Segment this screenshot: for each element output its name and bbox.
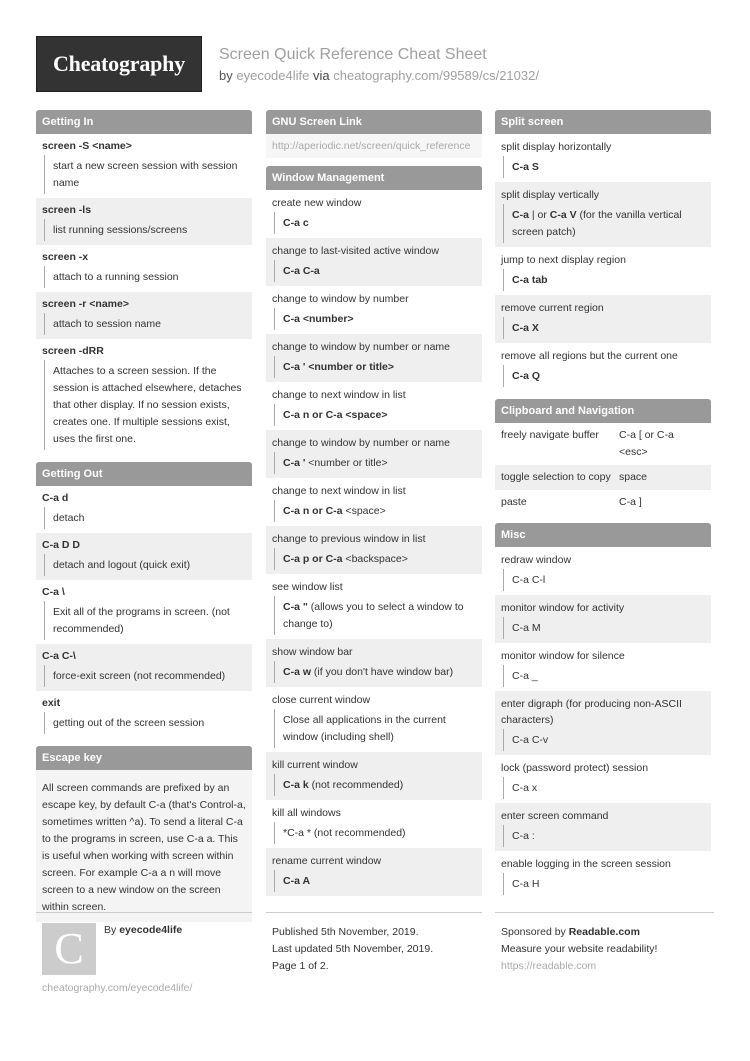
command-keys bbox=[503, 269, 705, 291]
section-title: GNU Screen Link bbox=[266, 110, 482, 134]
misc-label: monitor window for silence bbox=[501, 650, 625, 662]
command-label: split display vertically bbox=[501, 189, 600, 201]
command-name: screen -ls bbox=[42, 204, 92, 216]
command-row bbox=[36, 198, 252, 245]
key-combo: C-a " bbox=[283, 601, 308, 613]
misc-keys: C-a : bbox=[503, 825, 705, 847]
misc-row bbox=[495, 643, 711, 691]
sponsored-label: Sponsored by bbox=[501, 926, 566, 938]
command-keys bbox=[503, 156, 705, 178]
misc-keys: C-a M bbox=[503, 617, 705, 639]
command-row bbox=[266, 430, 482, 478]
command-row bbox=[36, 580, 252, 644]
key-note: <backspace> bbox=[342, 553, 408, 565]
command-label: kill current window bbox=[272, 759, 358, 771]
command-label: remove current region bbox=[501, 302, 604, 314]
command-description: start a new screen session with session name bbox=[44, 155, 246, 194]
command-row bbox=[36, 486, 252, 533]
command-row bbox=[266, 800, 482, 848]
command-label: rename current window bbox=[272, 855, 382, 867]
key-combo: C-a p or C-a bbox=[283, 553, 343, 565]
command-label: close current window bbox=[272, 694, 371, 706]
command-keys bbox=[274, 596, 476, 635]
key-combo: C-a k bbox=[283, 779, 309, 791]
command-name: screen -dRR bbox=[42, 345, 104, 357]
sponsor-url[interactable]: https://readable.com bbox=[501, 960, 597, 972]
key-combo: C-a ' <number or title> bbox=[283, 361, 395, 373]
command-name: C-a D D bbox=[42, 539, 80, 551]
key-combo: C-a c bbox=[283, 217, 309, 229]
misc-keys: C-a H bbox=[503, 873, 705, 895]
command-label: remove all regions but the current one bbox=[501, 350, 678, 362]
command-name: exit bbox=[42, 697, 61, 709]
page-title: Screen Quick Reference Cheat Sheet bbox=[219, 46, 487, 63]
command-row bbox=[266, 752, 482, 800]
key-combo-2: C-a V bbox=[549, 209, 577, 221]
clipboard-label: toggle selection to copy bbox=[501, 471, 611, 483]
command-keys bbox=[274, 452, 476, 474]
section-split-screen bbox=[495, 110, 711, 391]
command-keys bbox=[274, 260, 476, 282]
key-combo: C-a bbox=[512, 209, 529, 221]
command-row bbox=[266, 848, 482, 896]
misc-keys: C-a C-l bbox=[503, 569, 705, 591]
key-combo: C-a <number> bbox=[283, 313, 354, 325]
section-title: Window Management bbox=[266, 166, 482, 190]
clipboard-keys: C-a ] bbox=[619, 496, 642, 508]
updated-date: Last updated 5th November, 2019. bbox=[272, 943, 434, 955]
command-row bbox=[36, 245, 252, 292]
command-row bbox=[495, 134, 711, 182]
section-getting-in bbox=[36, 110, 252, 454]
byline-by: by bbox=[219, 68, 233, 83]
command-row bbox=[36, 533, 252, 580]
command-label: change to window by number or name bbox=[272, 341, 451, 353]
key-note: | or bbox=[528, 209, 550, 221]
command-row bbox=[266, 639, 482, 687]
misc-row bbox=[495, 851, 711, 899]
command-row bbox=[495, 182, 711, 247]
key-combo: C-a X bbox=[512, 322, 539, 334]
command-label: see window list bbox=[272, 581, 343, 593]
key-note-2: (for the vanilla vertical screen patch) bbox=[512, 209, 682, 238]
page-number: Page 1 of 2. bbox=[272, 960, 329, 972]
sheet-url-link[interactable]: cheatography.com/99589/cs/21032/ bbox=[333, 68, 539, 83]
command-keys bbox=[274, 356, 476, 378]
clipboard-row bbox=[495, 490, 711, 515]
misc-label: lock (password protect) session bbox=[501, 762, 649, 774]
command-row bbox=[266, 238, 482, 286]
clipboard-keys: space bbox=[619, 471, 648, 483]
command-keys bbox=[274, 500, 476, 522]
command-keys bbox=[274, 870, 476, 892]
section-title: Getting In bbox=[36, 110, 252, 134]
key-combo: C-a n or C-a bbox=[283, 505, 343, 517]
author-link[interactable]: eyecode4life bbox=[236, 68, 310, 83]
command-row bbox=[266, 478, 482, 526]
key-combo: C-a w bbox=[283, 666, 312, 678]
command-label: change to last-visited active window bbox=[272, 245, 439, 257]
section-title: Clipboard and Navigation bbox=[495, 399, 711, 423]
sponsor-tagline: Measure your website readability! bbox=[501, 943, 658, 955]
command-row bbox=[36, 691, 252, 738]
key-note: Close all applications in the current window (including shell) bbox=[283, 714, 446, 743]
command-row bbox=[36, 339, 252, 454]
command-label: show window bar bbox=[272, 646, 353, 658]
command-keys bbox=[274, 212, 476, 234]
command-name: screen -x bbox=[42, 251, 89, 263]
command-row bbox=[266, 526, 482, 574]
command-keys bbox=[274, 709, 476, 748]
misc-row bbox=[495, 803, 711, 851]
command-description: attach to session name bbox=[44, 313, 246, 335]
byline-via: via bbox=[312, 68, 330, 83]
command-description: force-exit screen (not recommended) bbox=[44, 665, 246, 687]
command-keys bbox=[274, 661, 476, 683]
escape-key-text: All screen commands are prefixed by an escape key, by default C-a (that's Control-a, sometimes written ^a). To send a literal C-a to the programs in screen, use C-a a. This is useful when working with screen within screen. For example C-a a n will move screen to a new window on the screen within screen. bbox=[36, 770, 252, 922]
command-description: getting out of the screen session bbox=[44, 712, 246, 734]
key-combo: C-a tab bbox=[512, 274, 548, 286]
section-window-management bbox=[266, 166, 482, 896]
section-escape-key bbox=[36, 746, 252, 922]
section-title: Split screen bbox=[495, 110, 711, 134]
section-title: Getting Out bbox=[36, 462, 252, 486]
command-description: attach to a running session bbox=[44, 266, 246, 288]
command-row bbox=[266, 382, 482, 430]
command-row bbox=[266, 286, 482, 334]
command-label: kill all windows bbox=[272, 807, 341, 819]
section-misc bbox=[495, 523, 711, 899]
command-keys bbox=[274, 308, 476, 330]
key-combo: C-a ' bbox=[283, 457, 306, 469]
key-note: <number or title> bbox=[305, 457, 388, 469]
misc-label: redraw window bbox=[501, 554, 572, 566]
misc-keys: C-a C-v bbox=[503, 729, 705, 751]
command-description: detach bbox=[44, 507, 246, 529]
clipboard-keys: C-a [ or C-a <esc> bbox=[619, 429, 674, 458]
command-row bbox=[266, 687, 482, 752]
key-combo: C-a C-a bbox=[283, 265, 320, 277]
key-note: (if you don't have window bar) bbox=[311, 666, 454, 678]
key-note: (not recommended) bbox=[308, 779, 404, 791]
key-combo: C-a n or C-a <space> bbox=[283, 409, 388, 421]
command-description: list running sessions/screens bbox=[44, 219, 246, 241]
command-name: C-a C-\ bbox=[42, 650, 76, 662]
column-1 bbox=[36, 110, 252, 930]
command-name: C-a d bbox=[42, 492, 69, 504]
command-row bbox=[266, 190, 482, 238]
command-row bbox=[266, 574, 482, 639]
key-note: (allows you to select a window to change to) bbox=[283, 601, 464, 630]
command-label: change to next window in list bbox=[272, 389, 406, 401]
command-name: screen -S <name> bbox=[42, 140, 132, 152]
clipboard-row bbox=[495, 465, 711, 490]
command-keys bbox=[503, 365, 705, 387]
footer-byline bbox=[104, 924, 182, 936]
gnu-screen-link[interactable]: http://aperiodic.net/screen/quick_reference bbox=[266, 134, 482, 158]
key-note: *C-a * (not recommended) bbox=[283, 827, 406, 839]
command-description: Exit all of the programs in screen. (not recommended) bbox=[44, 601, 246, 640]
command-row bbox=[36, 134, 252, 198]
misc-keys: C-a x bbox=[503, 777, 705, 799]
command-name: C-a \ bbox=[42, 586, 65, 598]
byline bbox=[219, 68, 539, 83]
key-combo: C-a A bbox=[283, 875, 311, 887]
command-row bbox=[266, 334, 482, 382]
section-gnu-link bbox=[266, 110, 482, 158]
command-keys bbox=[274, 548, 476, 570]
column-3 bbox=[495, 110, 711, 907]
author-profile-link[interactable]: cheatography.com/eyecode4life/ bbox=[42, 982, 193, 994]
misc-label: monitor window for activity bbox=[501, 602, 625, 614]
command-keys bbox=[503, 204, 705, 243]
misc-label: enable logging in the screen session bbox=[501, 858, 671, 870]
author-avatar: C bbox=[42, 923, 96, 975]
command-row bbox=[36, 644, 252, 691]
command-row bbox=[495, 343, 711, 391]
key-note: <space> bbox=[342, 505, 386, 517]
command-label: change to window by number bbox=[272, 293, 409, 305]
command-description: detach and logout (quick exit) bbox=[44, 554, 246, 576]
misc-label: enter screen command bbox=[501, 810, 609, 822]
clipboard-label: paste bbox=[501, 496, 527, 508]
command-keys bbox=[274, 774, 476, 796]
misc-label: enter digraph (for producing non-ASCII characters) bbox=[501, 698, 682, 726]
command-row bbox=[495, 247, 711, 295]
section-title: Misc bbox=[495, 523, 711, 547]
misc-row bbox=[495, 547, 711, 595]
header bbox=[36, 36, 714, 94]
command-label: change to previous window in list bbox=[272, 533, 426, 545]
command-row bbox=[495, 295, 711, 343]
misc-row bbox=[495, 595, 711, 643]
published-date: Published 5th November, 2019. bbox=[272, 926, 419, 938]
section-getting-out bbox=[36, 462, 252, 738]
footer-author-name[interactable]: eyecode4life bbox=[119, 924, 183, 936]
command-row bbox=[36, 292, 252, 339]
command-label: split display horizontally bbox=[501, 141, 612, 153]
command-description: Attaches to a screen session. If the session is attached elsewhere, detaches that other display. If no session exists, creates one. If multiple sessions exist, uses the first one. bbox=[44, 360, 246, 450]
clipboard-row bbox=[495, 423, 711, 465]
misc-keys: C-a _ bbox=[503, 665, 705, 687]
command-label: create new window bbox=[272, 197, 362, 209]
command-label: change to window by number or name bbox=[272, 437, 451, 449]
section-title: Escape key bbox=[36, 746, 252, 770]
command-keys bbox=[503, 317, 705, 339]
footer-author bbox=[36, 912, 252, 982]
sponsor-name[interactable]: Readable.com bbox=[568, 926, 640, 938]
footer-by-label: By bbox=[104, 924, 117, 936]
command-name: screen -r <name> bbox=[42, 298, 129, 310]
column-2 bbox=[266, 110, 482, 904]
key-combo: C-a S bbox=[512, 161, 539, 173]
command-label: jump to next display region bbox=[501, 254, 626, 266]
section-clipboard bbox=[495, 399, 711, 515]
key-combo: C-a Q bbox=[512, 370, 541, 382]
cheatography-logo[interactable]: Cheatography bbox=[36, 36, 202, 92]
footer-sponsor bbox=[495, 912, 714, 982]
command-label: change to next window in list bbox=[272, 485, 406, 497]
footer-dates bbox=[266, 912, 482, 982]
command-keys bbox=[274, 822, 476, 844]
command-keys bbox=[274, 404, 476, 426]
misc-row bbox=[495, 755, 711, 803]
clipboard-label: freely navigate buffer bbox=[501, 429, 599, 441]
misc-row bbox=[495, 691, 711, 755]
